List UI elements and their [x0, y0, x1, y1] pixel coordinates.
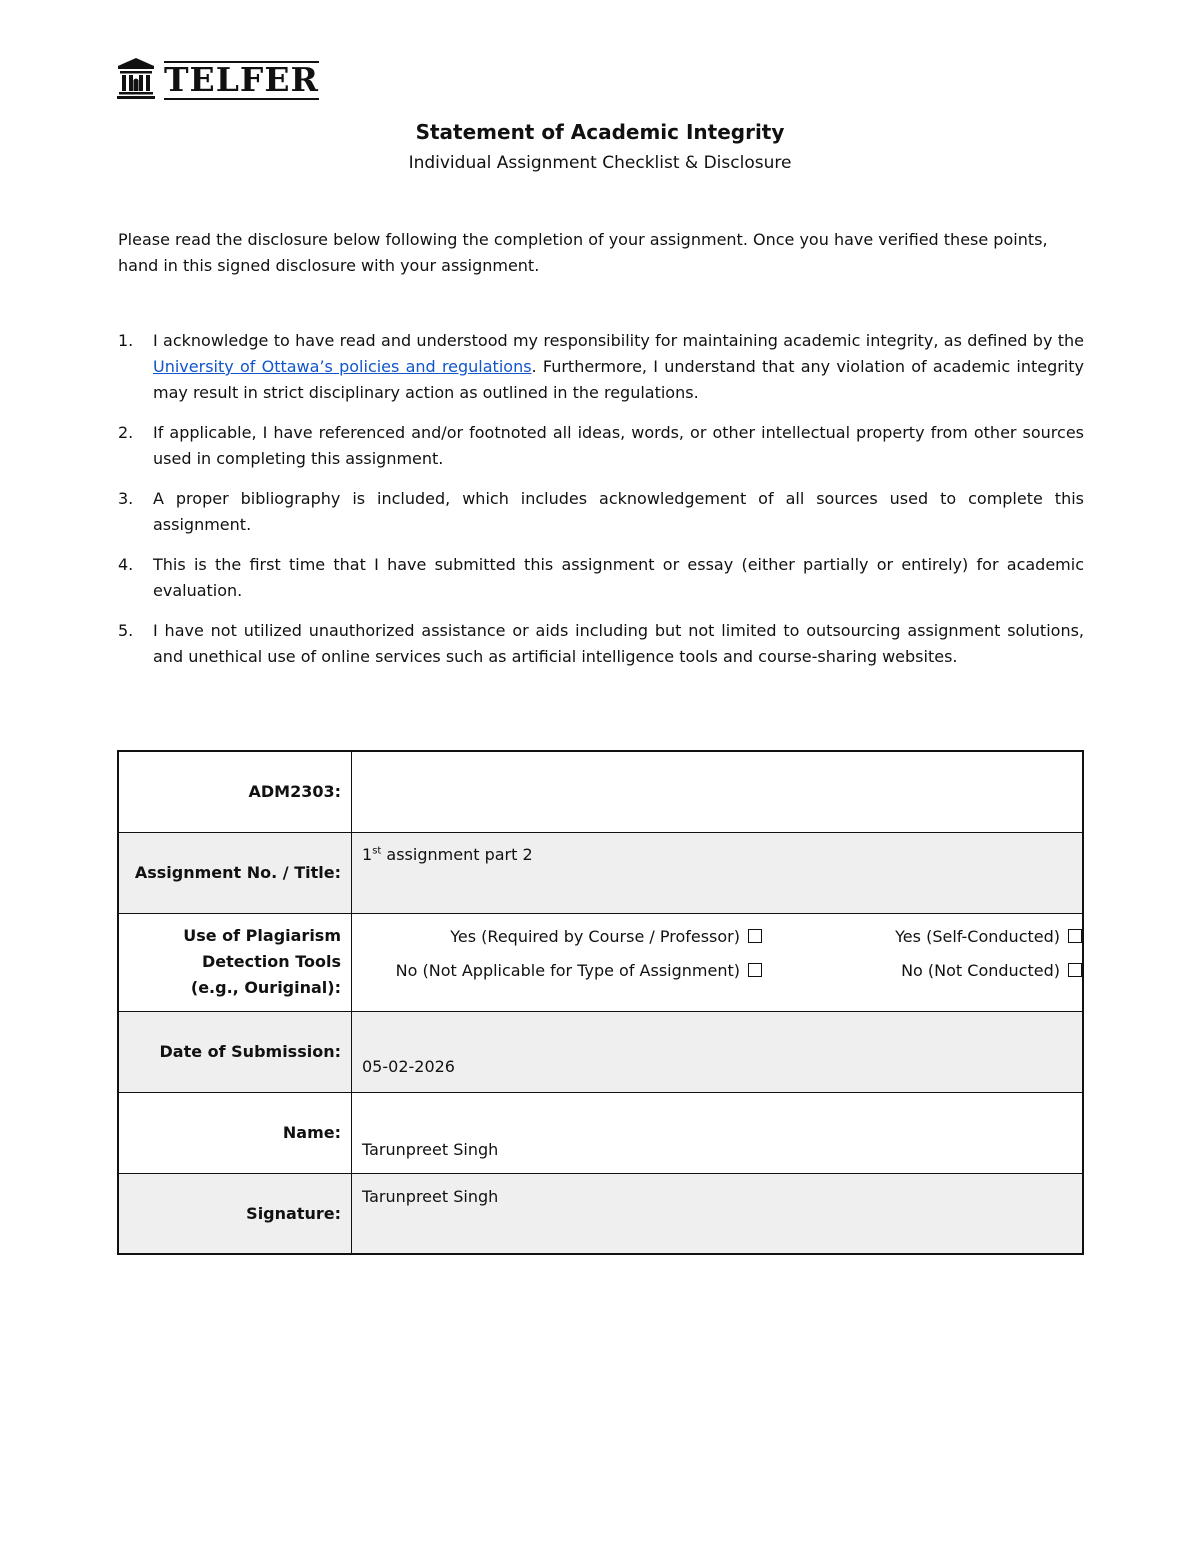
item-number: 4.: [118, 555, 134, 574]
item-text-continued: . Furthermore, I understand that any violation of academic integrity may result in strict disciplinary action as outlined in the regulations.: [153, 357, 1084, 402]
assignment-field[interactable]: [352, 832, 1084, 913]
name-label: Name:: [118, 1092, 352, 1173]
item-number: 2.: [118, 423, 134, 442]
course-field[interactable]: [352, 751, 1084, 832]
assignment-label: Assignment No. / Title:: [118, 832, 352, 913]
item-number: 5.: [118, 621, 134, 640]
telfer-logo: [116, 56, 319, 100]
option-label: No (Not Applicable for Type of Assignment): [395, 960, 740, 980]
plagiarism-options: [352, 913, 1084, 1011]
policies-link[interactable]: University of Ottawa’s policies and regulations: [153, 357, 532, 376]
signature-label: Signature:: [118, 1173, 352, 1254]
plagiarism-option-yes-required[interactable]: [362, 926, 762, 948]
page-subtitle: Individual Assignment Checklist & Disclosure: [408, 153, 792, 173]
checklist: [118, 328, 1084, 684]
name-field[interactable]: [352, 1092, 1084, 1173]
plagiarism-row: [118, 913, 1083, 1011]
assignment-number: 1: [362, 844, 373, 864]
intro-paragraph: Please read the disclosure below following the completion of your assignment. Once you have verified these points, hand in this signed disclosure with your assignment.: [118, 230, 1048, 275]
item-text: This is the first time that I have submitted this assignment or essay (either partially or entirely) for academic evaluation.: [153, 555, 1084, 600]
name-row: [118, 1092, 1083, 1173]
option-label: Yes (Self-Conducted): [895, 926, 1060, 946]
signature-value: Tarunpreet Singh: [362, 1186, 499, 1206]
checkbox-icon[interactable]: [1068, 929, 1082, 943]
checklist-item: [118, 328, 1084, 406]
name-value: Tarunpreet Singh: [362, 1139, 499, 1159]
assignment-ordinal: st: [372, 845, 382, 857]
building-columns-icon: [116, 56, 156, 100]
plagiarism-label-line: Detection Tools: [202, 952, 341, 971]
plagiarism-option-no-not-applicable[interactable]: [362, 960, 762, 982]
option-label: Yes (Required by Course / Professor): [450, 926, 740, 946]
plagiarism-label: [118, 913, 352, 1011]
assignment-row: [118, 832, 1083, 913]
checkbox-icon[interactable]: [748, 963, 762, 977]
checklist-item: [118, 552, 1084, 604]
assignment-title: assignment part 2: [381, 844, 533, 864]
date-field[interactable]: [352, 1011, 1084, 1092]
item-text: I acknowledge to have read and understood my responsibility for maintaining academic integrity, as defined by the: [153, 331, 1084, 350]
date-label: Date of Submission:: [118, 1011, 352, 1092]
checkbox-icon[interactable]: [748, 929, 762, 943]
checklist-item: [118, 420, 1084, 472]
logo-text: TELFER: [164, 60, 319, 99]
item-text: A proper bibliography is included, which includes acknowledgement of all sources used to complete this assignment.: [153, 489, 1084, 534]
course-row: [118, 751, 1083, 832]
option-label: No (Not Conducted): [901, 960, 1060, 980]
item-number: 3.: [118, 489, 134, 508]
checkbox-icon[interactable]: [1068, 963, 1082, 977]
item-text: I have not utilized unauthorized assistance or aids including but not limited to outsourcing assignment solutions, and unethical use of online services such as artificial intelligence tools and course-sharing websites.: [153, 621, 1084, 666]
plagiarism-label-line: (e.g., Ouriginal):: [190, 978, 341, 997]
plagiarism-option-no-not-conducted[interactable]: [762, 960, 1082, 982]
submission-form-table: [117, 750, 1084, 1255]
signature-field[interactable]: [352, 1173, 1084, 1254]
item-text: If applicable, I have referenced and/or footnoted all ideas, words, or other intellectual property from other sources used in completing this assignment.: [153, 423, 1084, 468]
signature-row: [118, 1173, 1083, 1254]
page-title: Statement of Academic Integrity: [415, 120, 785, 144]
checklist-item: [118, 618, 1084, 670]
date-row: [118, 1011, 1083, 1092]
item-number: 1.: [118, 331, 134, 350]
plagiarism-option-yes-self[interactable]: [762, 926, 1082, 948]
checklist-item: [118, 486, 1084, 538]
course-label: ADM2303:: [118, 751, 352, 832]
date-value: 05-02-2026: [362, 1056, 455, 1076]
plagiarism-label-line: Use of Plagiarism: [183, 926, 341, 945]
